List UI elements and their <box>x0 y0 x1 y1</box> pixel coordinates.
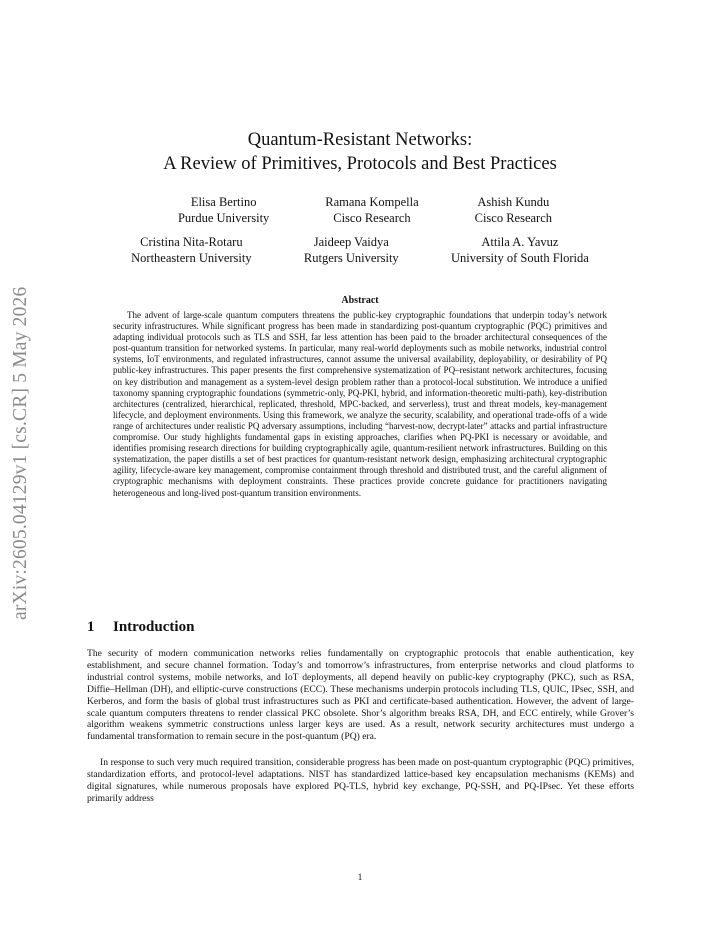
author-block <box>127 234 255 266</box>
section-heading <box>87 619 194 636</box>
paper-title-line-1: Quantum-Resistant Networks: <box>247 130 473 150</box>
introduction-paragraph-1: The security of modern communication networks relies fundamentally on cryptographic protocols that enable authentication, key establishment, and secure channel formation. Today’s and tomorrow’s infrastructures, from enterprise networks and cloud platforms to industrial control systems, mobile networks, and IoT deployments, all depend heavily on public-key cryptography (PKC), such as RSA, Diffie–Hellman (DH), and elliptic-curve constructions (ECC). These mechanisms underpin protocols including TLS, QUIC, IPsec, SSH, and Kerberos, and form the basis of global trust infrastructures such as PKI and certificate-based authentication. However, the advent of large-scale quantum computers threatens to render classical PKC obsolete. Shor’s algorithm breaks RSA, DH, and ECC entirely, while Grover’s algorithm weakens symmetric constructions unless larger keys are used. As a result, network security architectures must undergo a fundamental transformation to remain secure in the post-quantum (PQ) era. <box>87 648 634 743</box>
author-affiliation: Rutgers University <box>303 251 399 265</box>
section-number: 1 <box>87 619 95 635</box>
author-block <box>300 234 403 266</box>
introduction-paragraph-2: In response to such very much required transition, considerable progress has been made on post-quantum cryptographic (PQC) primitives, standardization efforts, and protocol-level adaptations. NIST has standardized lattice-based key encapsulation mechanisms (KEMs) and digital signatures, while numerous proposals have explored PQ-TLS, hybrid key exchange, PQ-SSH, and PQ-IPsec. Yet these efforts primarily address <box>87 757 634 804</box>
author-row-1 <box>150 194 580 226</box>
author-block <box>471 194 556 226</box>
author-affiliation: Cisco Research <box>333 211 411 225</box>
author-block <box>447 234 593 266</box>
author-affiliation: Purdue University <box>177 211 270 225</box>
paper-title <box>0 128 720 176</box>
author-name: Ashish Kundu <box>477 195 550 209</box>
author-name: Ramana Kompella <box>325 195 419 209</box>
author-affiliation: Northeastern University <box>131 251 252 265</box>
paper-title-line-2: A Review of Primitives, Protocols and Best Practices <box>163 154 557 174</box>
abstract-text: The advent of large-scale quantum computers threatens the public-key cryptographic foundations that underpin today’s network security infrastructures. While significant progress has been made in standardizing post-quantum cryptographic (PQC) primitives and adapting individual protocols such as TLS and SSH, far less attention has been paid to the broader architectural consequences of the post-quantum transition for networked systems. In particular, many real-world deployments such as mobile networks, industrial control systems, IoT environments, and regulated infrastructures, cannot assume the universal availability, deployability, or desirability of PQ public-key infrastructures. This paper presents the first comprehensive systematization of PQ–resistant network architectures, focusing on key distribution and management as a system-level design problem rather than a protocol-local substitution. We introduce a unified taxonomy spanning cryptographic foundations (symmetric-only, PQ-PKI, hybrid, and information-theoretic multi-path), key-distribution architectures (centralized, hierarchical, replicated, threshold, MPC-backed, and serverless), trust and threat models, key-management lifecycle, and deployment environments. Using this framework, we analyze the security, scalability, and operational trade-offs of a wide range of architectures under realistic PQ adversary assumptions, including “harvest-now, decrypt-later” attacks and partial infrastructure compromise. Our study highlights fundamental gaps in existing approaches, clarifies when PQ-PKI is necessary or avoidable, and identifies promising research directions for building cryptographically agile, quantum-resilient network infrastructures. Building on this systematization, the paper distills a set of best practices for quantum-resistant network design, emphasizing architectural cryptographic agility, lifecycle-aware key management, compromise containment through threshold and distributed trust, and the careful alignment of cryptographic mechanisms with deployment constraints. These practices provide concrete guidance for practitioners navigating heterogeneous and long-lived post-quantum transition environments. <box>113 310 607 498</box>
arxiv-identifier-stamp: arXiv:2605.04129v1 [cs.CR] 5 May 2026 <box>10 286 31 620</box>
author-name: Jaideep Vaidya <box>313 235 389 249</box>
author-affiliation: Cisco Research <box>474 211 553 225</box>
author-block <box>321 194 422 226</box>
author-name: Elisa Bertino <box>190 195 257 209</box>
page-number: 1 <box>357 873 363 883</box>
author-block <box>174 194 273 226</box>
abstract-heading: Abstract <box>341 295 379 306</box>
author-row-2 <box>105 234 615 266</box>
section-title: Introduction <box>113 619 195 635</box>
author-affiliation: University of South Florida <box>450 251 589 265</box>
author-name: Attila A. Yavuz <box>481 235 559 249</box>
author-name: Cristina Nita-Rotaru <box>140 235 243 249</box>
